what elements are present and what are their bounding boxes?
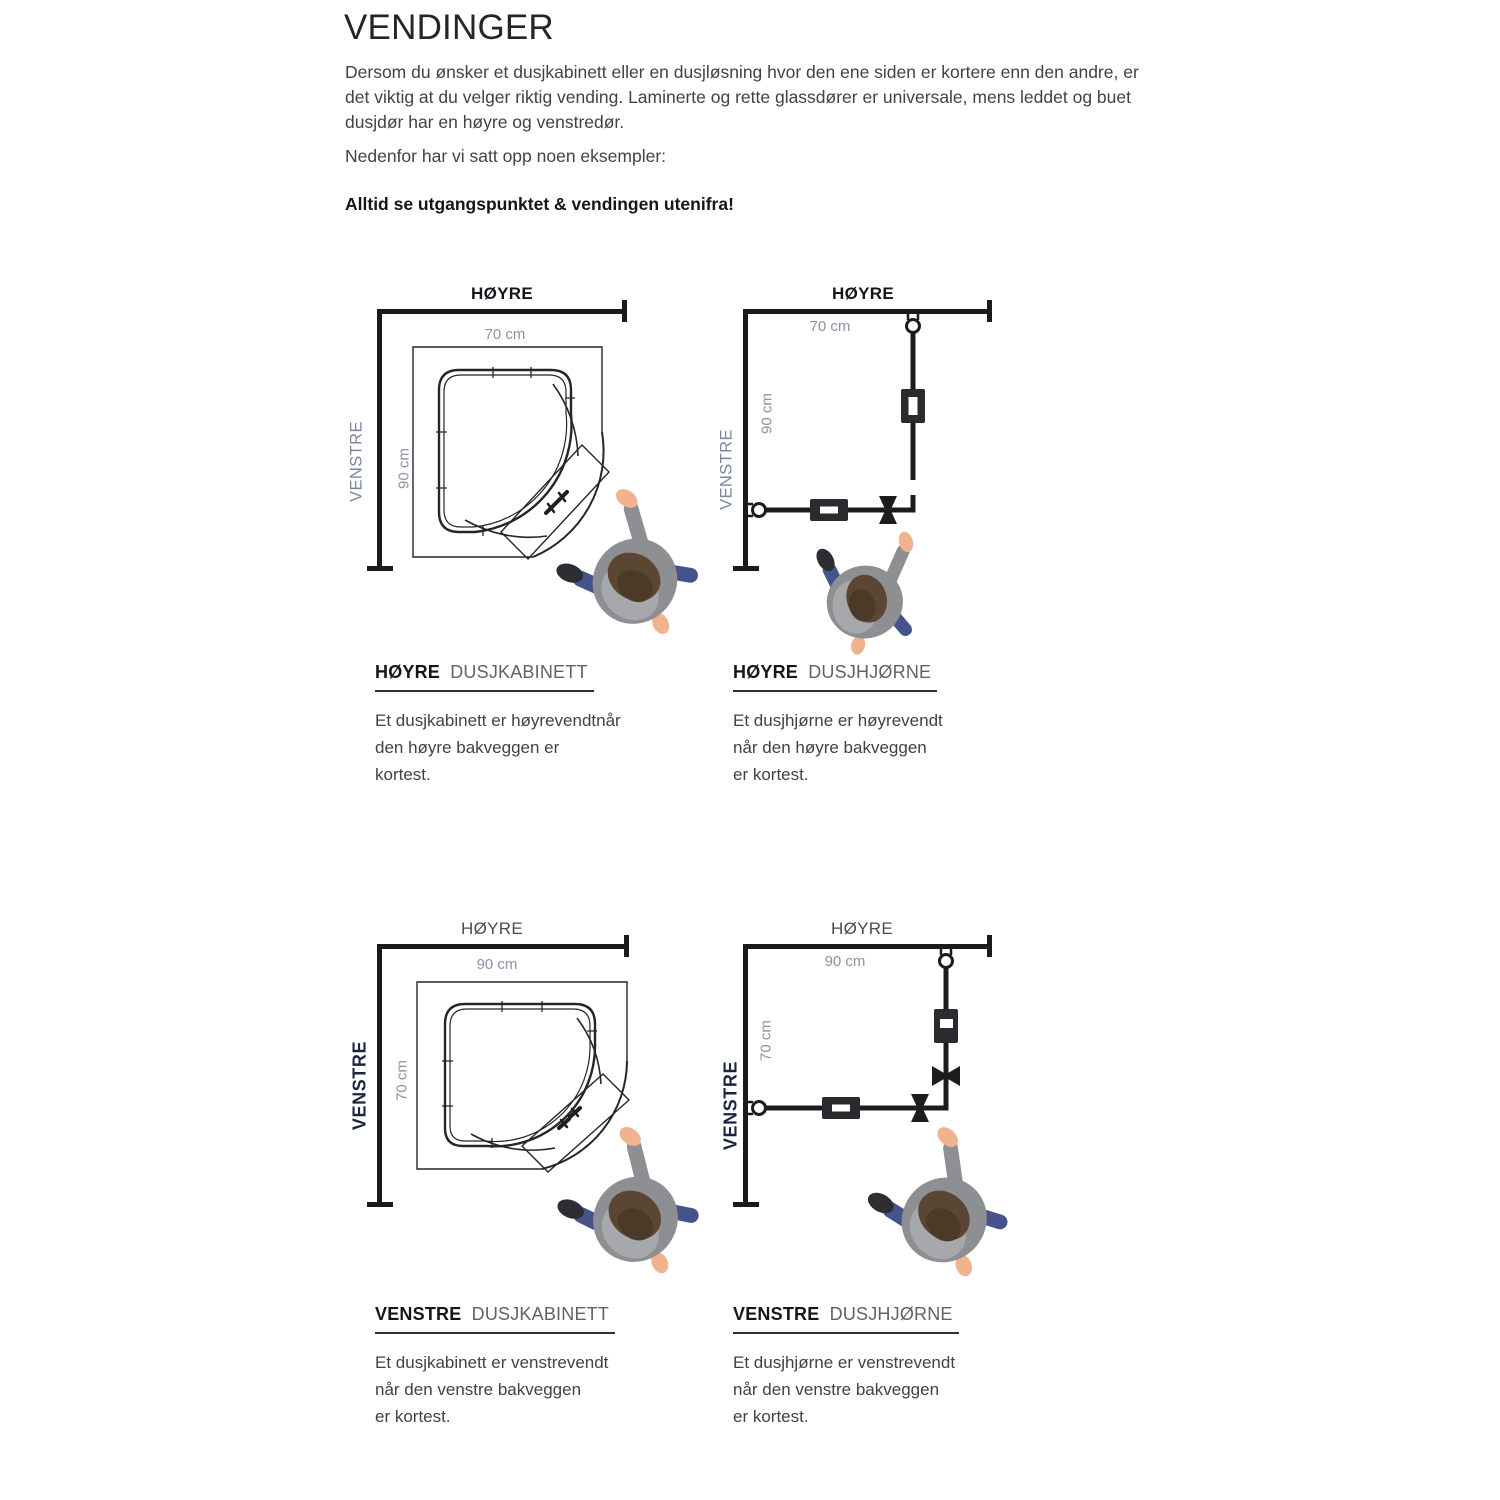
hinge-pivot	[753, 504, 766, 517]
wall-label-hoyre: HØYRE	[471, 284, 533, 303]
intro-line: dusjdør har en høyre og venstredør.	[345, 112, 625, 132]
caption-type: DUSJKABINETT	[471, 1304, 610, 1324]
intro-line: Dersom du ønsker et dusjkabinett eller en dusjløsning hvor den ene siden er kortere enn den andre, er	[345, 62, 1139, 82]
caption-type: DUSJHJØRNE	[808, 662, 932, 682]
door-handle	[546, 492, 567, 513]
wall-line-left	[377, 309, 382, 571]
caption-highlight: HØYRE	[733, 662, 799, 682]
dimension-left: 70 cm	[393, 1060, 411, 1101]
note-line: Alltid se utgangspunktet & vendingen utenifra!	[345, 194, 734, 214]
wall-line-left	[377, 944, 382, 1207]
dimension-top: 90 cm	[824, 953, 866, 970]
wall-line-top	[377, 309, 627, 314]
page-title: VENDINGER	[344, 8, 554, 47]
caption-highlight: HØYRE	[375, 662, 441, 682]
caption-highlight: VENSTRE	[733, 1304, 820, 1324]
caption-hoyre-dusjhjorne	[733, 662, 1073, 788]
wall-end-tick	[622, 300, 627, 322]
wall-label-hoyre: HØYRE	[831, 919, 893, 938]
dimension-left: 90 cm	[395, 448, 413, 489]
dimension-top: 70 cm	[809, 318, 851, 335]
caption-body: Et dusjhjørne er venstrevendt når den venstre bakveggen er kortest.	[733, 1353, 956, 1426]
caption-venstre-dusjhjorne	[733, 1304, 1073, 1430]
examples-line: Nedenfor har vi satt opp noen eksempler:	[345, 146, 667, 166]
caption-body: Et dusjhjørne er høyrevendt når den høyre bakveggen er kortest.	[733, 711, 943, 784]
dimension-top: 90 cm	[476, 956, 518, 973]
wall-label-hoyre: HØYRE	[461, 919, 523, 938]
wall-line-top	[377, 944, 629, 949]
wall-end-tick	[624, 935, 629, 957]
caption-heading	[733, 662, 937, 692]
dimension-top: 70 cm	[484, 326, 526, 343]
caption-heading	[375, 662, 594, 692]
dimension-left: 90 cm	[758, 393, 776, 434]
caption-body: Et dusjkabinett er høyrevendtnår den høyre bakveggen er kortest.	[375, 711, 621, 784]
door-knob	[932, 1066, 944, 1086]
wall-label-venstre: VENSTRE	[720, 1060, 741, 1151]
caption-hoyre-dusjkabinett	[375, 662, 715, 788]
caption-body: Et dusjkabinett er venstrevendt når den venstre bakveggen er kortest.	[375, 1353, 609, 1426]
caption-heading	[733, 1304, 959, 1334]
door-knob	[911, 1094, 929, 1107]
hinge-pivot	[753, 1102, 766, 1115]
dimension-left: 70 cm	[757, 1020, 775, 1061]
wall-label-venstre: VENSTRE	[717, 429, 736, 510]
wall-label-venstre: VENSTRE	[349, 1040, 370, 1131]
caption-highlight: VENSTRE	[375, 1304, 462, 1324]
wall-label-hoyre: HØYRE	[832, 284, 894, 303]
door-knob	[879, 496, 897, 509]
wall-end-tick	[367, 566, 393, 571]
person-top-view-figure	[813, 518, 922, 662]
intro-line: det viktig at du velger riktig vending. Laminerte og rette glassdører er universale, mens leddet og buet	[345, 87, 1131, 107]
caption-type: DUSJKABINETT	[450, 662, 588, 682]
caption-type: DUSJHJØRNE	[829, 1304, 953, 1324]
wall-label-venstre: VENSTRE	[347, 421, 366, 502]
hinge-pivot	[940, 955, 953, 968]
caption-venstre-dusjkabinett	[375, 1304, 715, 1430]
wall-end-tick	[367, 1202, 393, 1207]
hinge-pivot	[907, 320, 920, 333]
caption-heading	[375, 1304, 615, 1334]
